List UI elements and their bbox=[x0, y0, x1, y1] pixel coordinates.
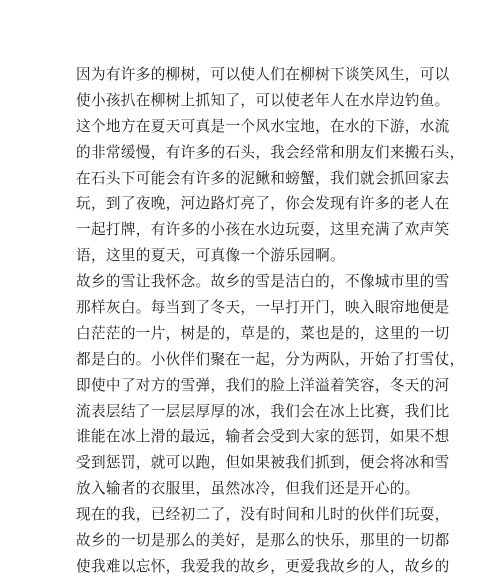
text-line: 放入输者的衣服里，虽然冰冷，但我们还是开心的。 bbox=[76, 480, 420, 498]
text-line: 使我难以忘怀，我爱我的故乡，更爱我故乡的人，故乡的 bbox=[76, 557, 450, 575]
text-line: 受到惩罚，就可以跑，但如果被我们抓到，便会将冰和雪 bbox=[76, 454, 450, 472]
text-line: 即使中了对方的雪弹，我们的脸上洋溢着笑容，冬天的河 bbox=[76, 376, 450, 394]
text-line: 故乡的一切是那么的美好，是那么的快乐，那里的一切都 bbox=[76, 532, 450, 550]
text-line: 玩，到了夜晚，河边路灯亮了，你会发现有许多的老人在 bbox=[76, 195, 450, 213]
text-line: 一起打牌，有许多的小孩在水边玩耍，这里充满了欢声笑 bbox=[76, 221, 450, 239]
text-line: 白茫茫的一片，树是的，草是的，菜也是的，这里的一切 bbox=[76, 324, 450, 342]
text-line: 谁能在冰上滑的最远，输者会受到大家的惩罚，如果不想 bbox=[76, 428, 450, 446]
text-line: 的非常缓慢，有许多的石头，我会经常和朋友们来搬石头， bbox=[76, 143, 465, 161]
text-line: 现在的我，已经初二了，没有时间和儿时的伙伴们玩耍， bbox=[76, 506, 450, 524]
text-line: 都是白的。小伙伴们聚在一起，分为两队，开始了打雪仗， bbox=[76, 350, 465, 368]
text-line: 语，这里的夏天，可真像一个游乐园啊。 bbox=[76, 247, 345, 265]
essay-text bbox=[76, 62, 465, 575]
text-line: 因为有许多的柳树，可以使人们在柳树下谈笑风生，可以 bbox=[76, 66, 450, 83]
text-line: 使小孩扒在柳树上抓知了，可以使老年人在水岸边钓鱼。 bbox=[76, 91, 450, 109]
text-line: 故乡的雪让我怀念。故乡的雪是洁白的，不像城市里的雪 bbox=[76, 273, 450, 291]
text-line: 这个地方在夏天可真是一个风水宝地，在水的下游，水流 bbox=[76, 117, 450, 135]
text-line: 那样灰白。每当到了冬天，一早打开门，映入眼帘地便是 bbox=[76, 299, 450, 317]
text-line: 在石头下可能会有许多的泥鳅和螃蟹，我们就会抓回家去 bbox=[76, 169, 450, 187]
text-line: 流表层结了一层层厚厚的冰，我们会在冰上比赛，我们比 bbox=[76, 402, 450, 420]
